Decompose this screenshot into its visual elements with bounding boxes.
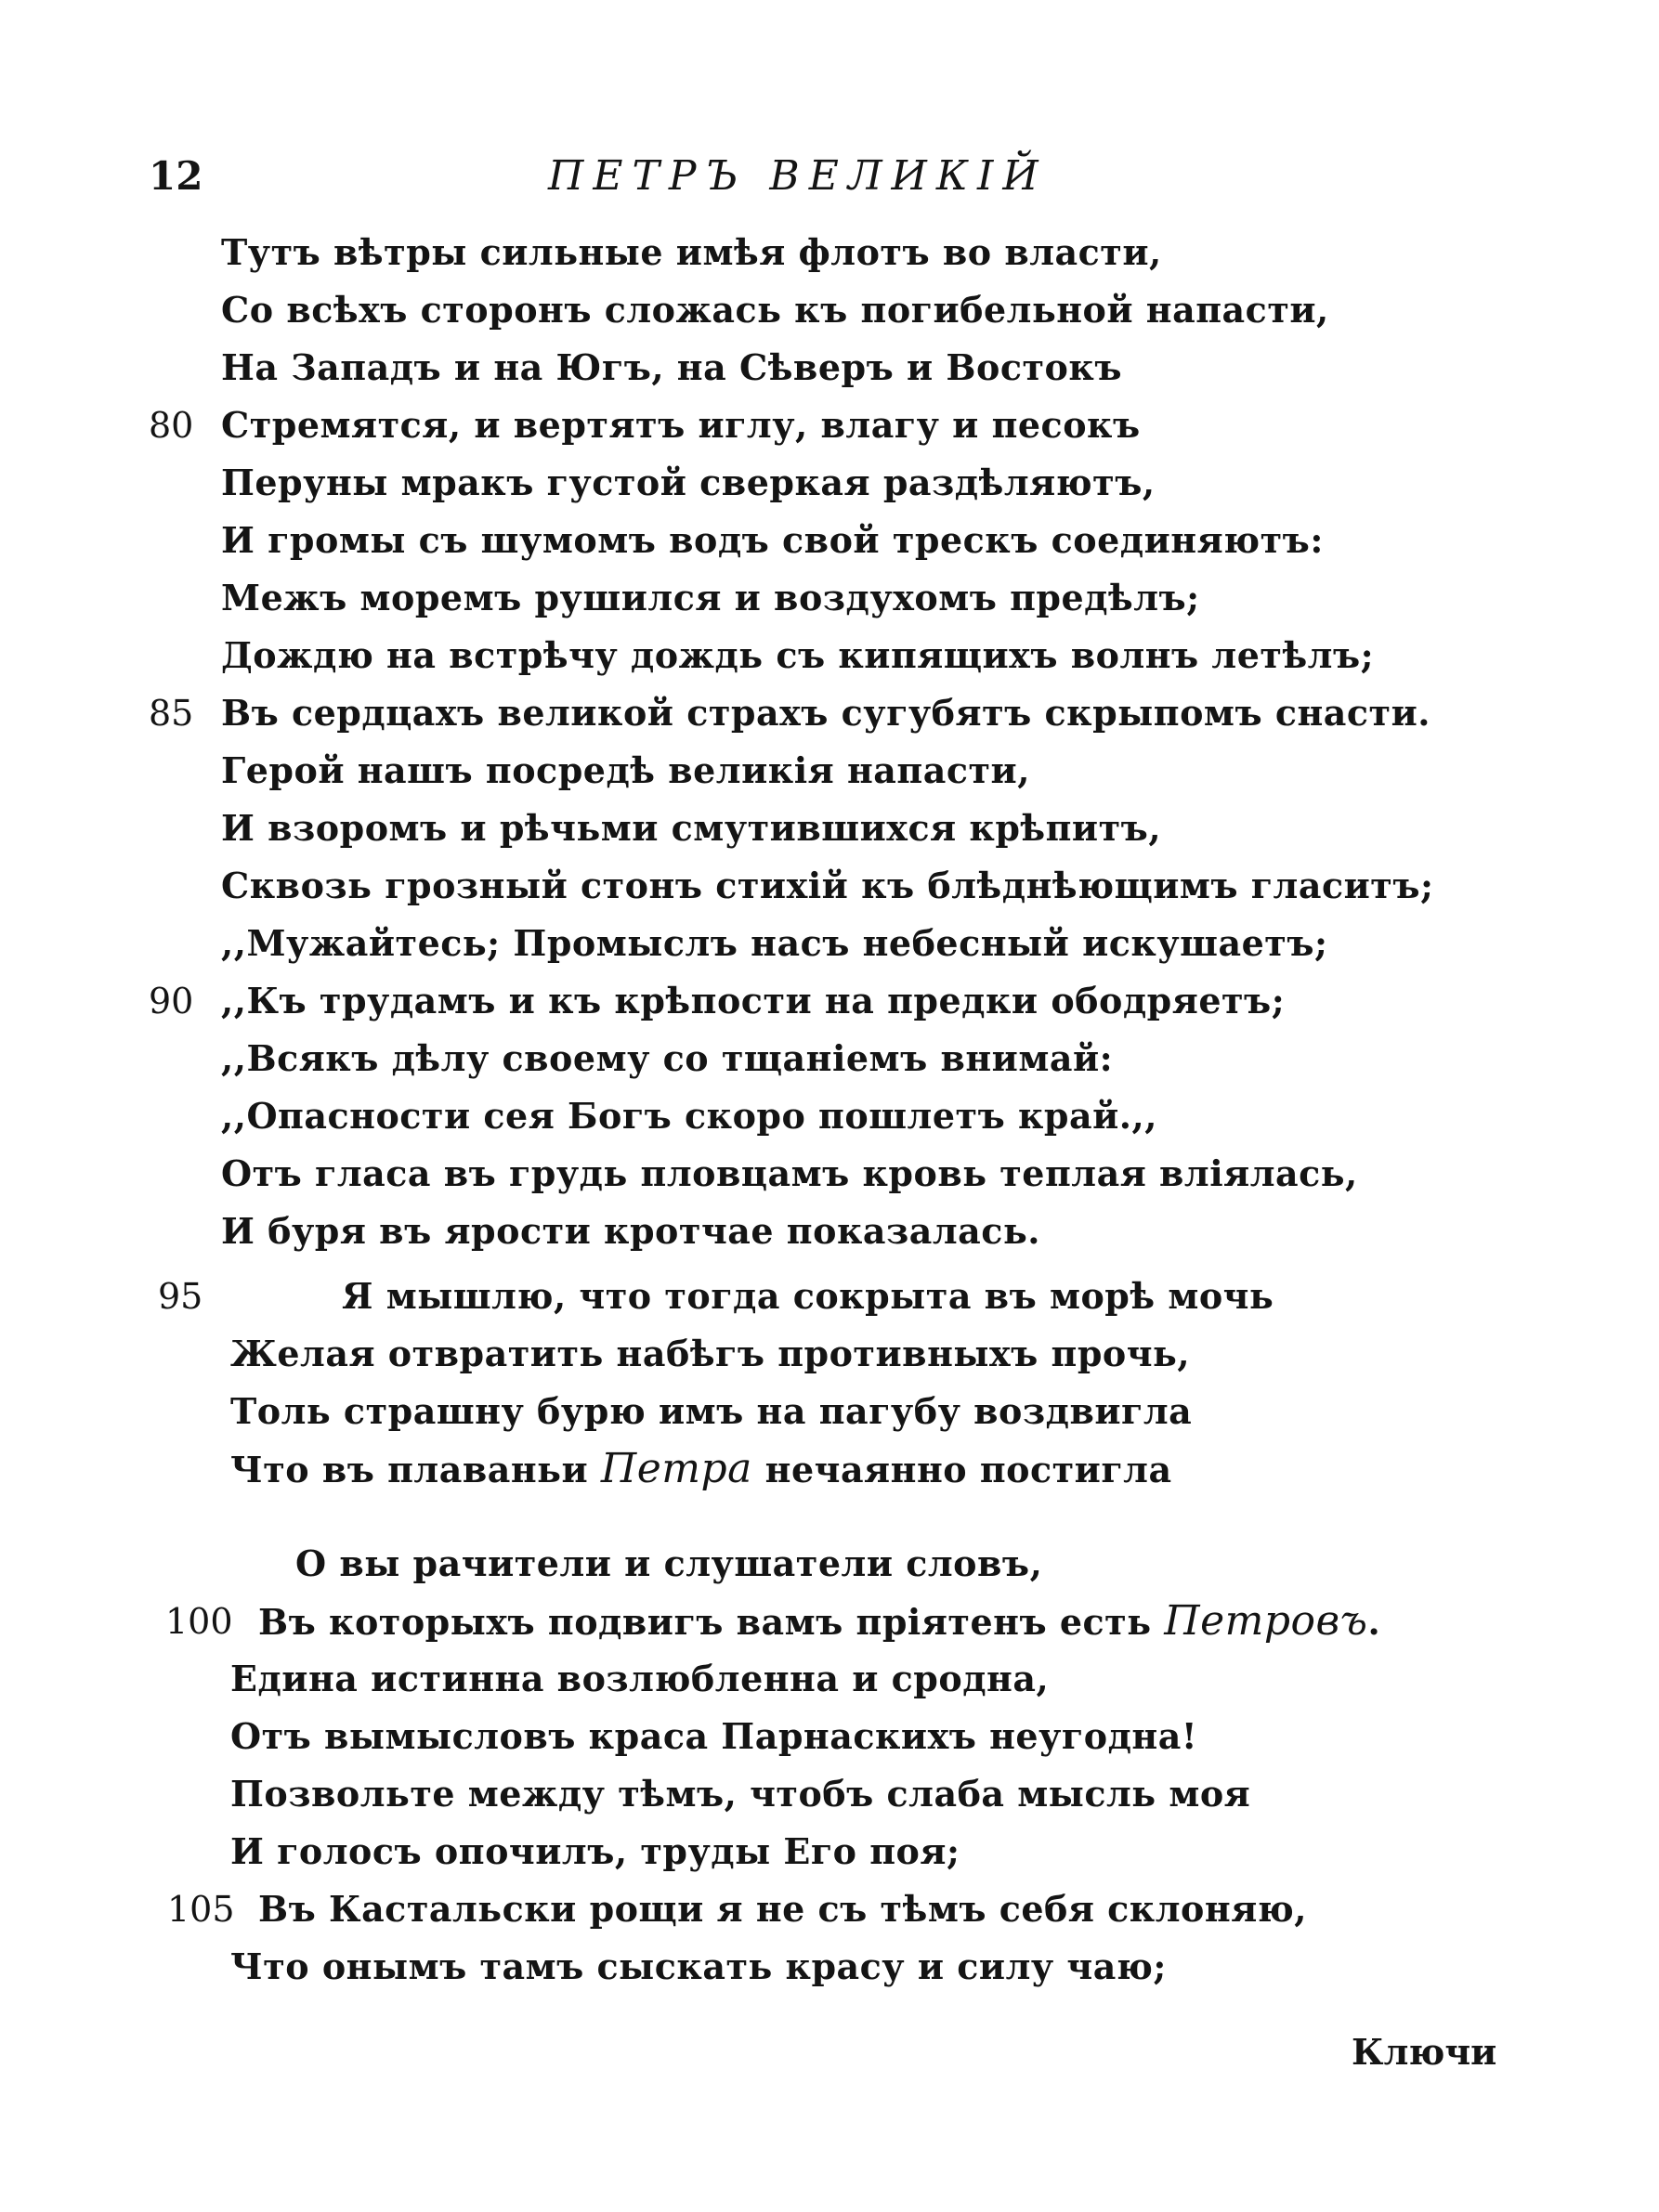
- verse-line: Я мышлю, что тогда сокрыта въ морѣ мочь: [342, 1275, 1274, 1317]
- verse-line: И буря въ ярости кротчае показалась.: [221, 1210, 1040, 1252]
- verse-line: И взоромъ и рѣчьми смутившихся крѣпитъ,: [221, 807, 1162, 849]
- verse-text: Въ которыхъ подвигъ вамъ пріятенъ есть: [258, 1601, 1165, 1643]
- verse-line: Едина истинна возлюбленна и сродна,: [230, 1658, 1050, 1699]
- verse-line: Перуны мракъ густой сверкая раздѣляютъ,: [221, 462, 1156, 503]
- verse-text: .: [1367, 1601, 1381, 1643]
- line-number: 95: [158, 1276, 203, 1317]
- verse-line: Толь страшну бурю имъ на пагубу воздвигла: [230, 1390, 1193, 1432]
- verse-line: На Западъ и на Югъ, на Сѣверъ и Востокъ: [221, 346, 1122, 388]
- verse-line: [230, 1447, 1172, 1492]
- verse-line: Дождю на встрѣчу дождь съ кипящихъ волнъ летѣлъ;: [221, 634, 1375, 676]
- line-number: 105: [167, 1889, 235, 1930]
- verse-line: Межъ моремъ рушился и воздухомъ предѣлъ;: [221, 577, 1200, 618]
- verse-line: Въ Кастальски рощи я не съ тѣмъ себя склоняю,: [258, 1888, 1307, 1930]
- verse-line: ,,Къ трудамъ и къ крѣпости на предки ободряетъ;: [221, 980, 1286, 1021]
- name-petr: Петра: [600, 1445, 752, 1492]
- verse-line: Тутъ вѣтры сильные имѣя флотъ во власти,: [221, 231, 1162, 273]
- line-number: 100: [165, 1601, 233, 1642]
- verse-line: [258, 1599, 1380, 1645]
- verse-text: Что въ плаваньи: [230, 1449, 601, 1490]
- verse-line: Позвольте между тѣмъ, чтобъ слаба мысль моя: [230, 1773, 1251, 1815]
- verse-line: ,,Всякъ дѣлу своему со тщаніемъ внимай:: [221, 1037, 1114, 1079]
- verse-line: Герой нашъ посредѣ великія напасти,: [221, 749, 1030, 791]
- running-title: ПЕТРЪ ВЕЛИКІЙ: [548, 152, 1048, 200]
- verse-text: нечаянно постигла: [751, 1449, 1172, 1490]
- verse-line: Отъ вымысловъ краса Парнаскихъ неугодна!: [230, 1715, 1198, 1757]
- verse-line: Отъ гласа въ грудь пловцамъ кровь теплая вліялась,: [221, 1152, 1358, 1194]
- name-petrov: Петровъ: [1164, 1597, 1368, 1645]
- verse-line: Сквозь грозный стонъ стихій къ блѣднѣющимъ гласитъ;: [221, 865, 1434, 906]
- verse-line: И голосъ опочилъ, труды Его поя;: [230, 1830, 960, 1872]
- verse-line: Въ сердцахъ великой страхъ сугубятъ скрыпомъ снасти.: [221, 692, 1430, 734]
- verse-line: ,,Опасности сея Богъ скоро пошлетъ край.,,: [221, 1095, 1157, 1137]
- verse-line: Желая отвратить набѣгъ противныхъ прочь,: [230, 1333, 1191, 1374]
- verse-line: ,,Мужайтесь; Промыслъ насъ небесный искушаетъ;: [221, 922, 1328, 964]
- page-number: 12: [149, 153, 203, 199]
- line-number: 90: [149, 981, 194, 1021]
- verse-line: Со всѣхъ сторонъ сложась къ погибельной напасти,: [221, 289, 1329, 331]
- line-number: 85: [149, 693, 194, 734]
- verse-line: О вы рачители и слушатели словъ,: [295, 1542, 1043, 1584]
- catchword: Ключи: [1352, 2031, 1497, 2073]
- line-number: 80: [149, 405, 194, 446]
- verse-line: Стремятся, и вертятъ иглу, влагу и песокъ: [221, 404, 1141, 446]
- verse-line: И громы съ шумомъ водъ свой трескъ соединяютъ:: [221, 519, 1324, 561]
- verse-line: Что онымъ тамъ сыскать красу и силу чаю;: [230, 1945, 1167, 1987]
